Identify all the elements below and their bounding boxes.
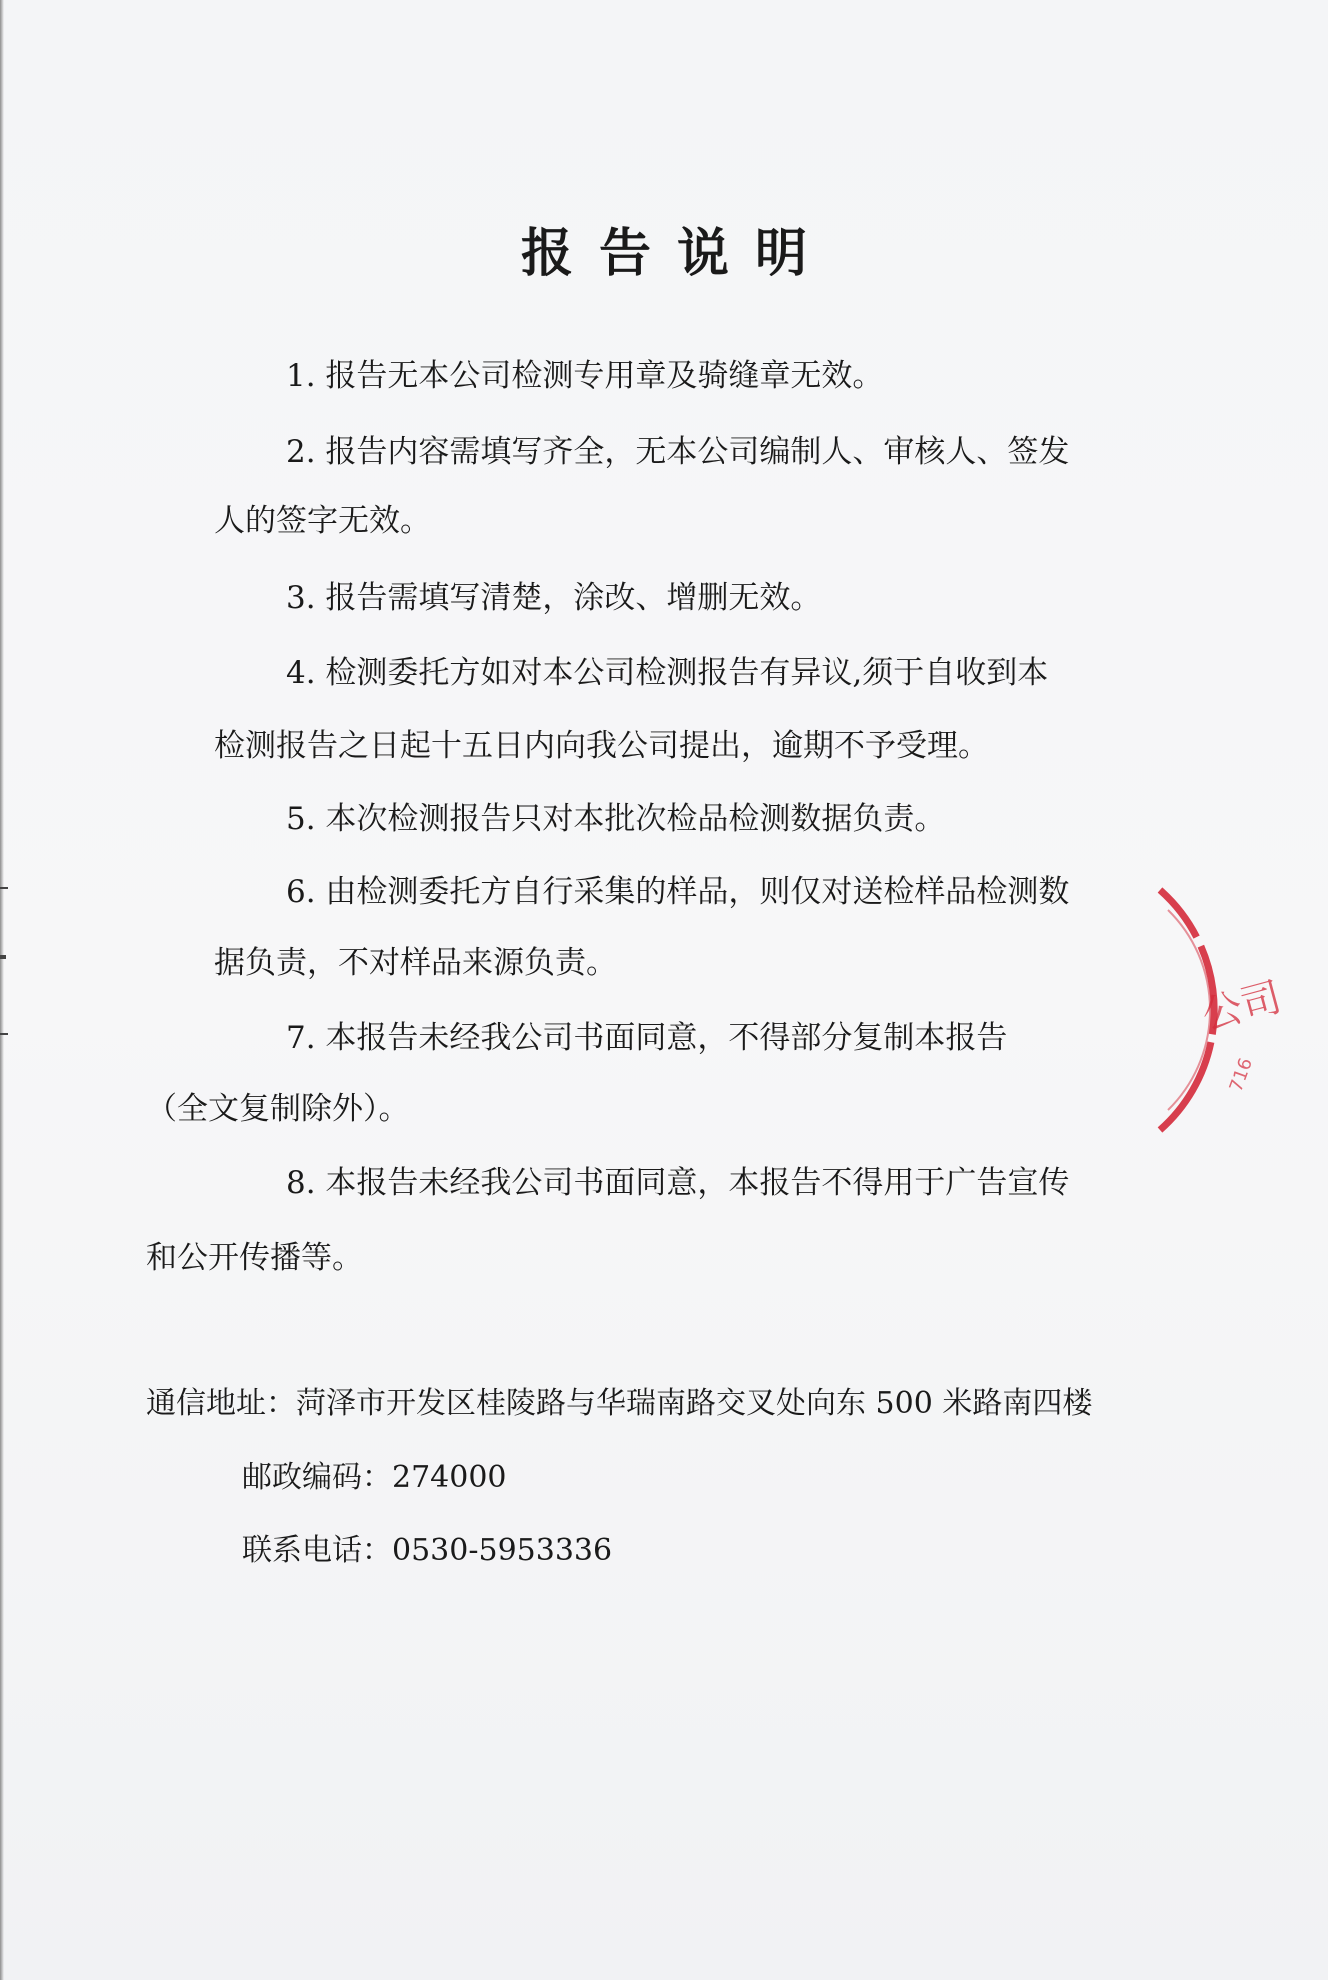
note-item-4-line-2: 检测报告之日起十五日内向我公司提出，逾期不予受理。 bbox=[214, 728, 989, 764]
note-item-8-line-1: 8. 本报告未经我公司书面同意，本报告不得用于广告宣传 bbox=[286, 1165, 1070, 1201]
note-item-1-line-1: 1. 报告无本公司检测专用章及骑缝章无效。 bbox=[286, 358, 884, 394]
company-seal-stamp bbox=[1150, 880, 1328, 1140]
note-item-8-line-2: 和公开传播等。 bbox=[146, 1240, 363, 1276]
note-item-2-line-1: 2. 报告内容需填写齐全，无本公司编制人、审核人、签发 bbox=[286, 434, 1070, 470]
margin-tick-mark bbox=[0, 955, 6, 959]
contact-phone: 联系电话：0530-5953336 bbox=[242, 1533, 613, 1568]
margin-tick-mark bbox=[0, 1033, 8, 1035]
margin-tick-mark bbox=[0, 887, 8, 889]
seal-number: 716 bbox=[1225, 1055, 1258, 1095]
page-left-edge bbox=[0, 0, 4, 1980]
note-item-7-line-2: （全文复制除外）。 bbox=[146, 1091, 410, 1127]
note-item-6-line-2: 据负责，不对样品来源负责。 bbox=[214, 945, 617, 981]
note-item-4-line-1: 4. 检测委托方如对本公司检测报告有异议,须于自收到本 bbox=[286, 655, 1049, 691]
contact-postcode: 邮政编码：274000 bbox=[242, 1460, 507, 1495]
note-item-6-line-1: 6. 由检测委托方自行采集的样品，则仅对送检样品检测数 bbox=[286, 874, 1070, 910]
note-item-3-line-1: 3. 报告需填写清楚，涂改、增删无效。 bbox=[286, 580, 822, 616]
note-item-5-line-1: 5. 本次检测报告只对本批次检品检测数据负责。 bbox=[286, 801, 946, 837]
note-item-7-line-1: 7. 本报告未经我公司书面同意，不得部分复制本报告 bbox=[286, 1020, 1008, 1056]
note-item-2-line-2: 人的签字无效。 bbox=[214, 503, 431, 539]
seal-text: 公司 bbox=[1197, 974, 1287, 1040]
document-title: 报告说明 bbox=[520, 223, 833, 284]
contact-address: 通信地址：菏泽市开发区桂陵路与华瑞南路交叉处向东 500 米路南四楼 bbox=[146, 1386, 1093, 1421]
